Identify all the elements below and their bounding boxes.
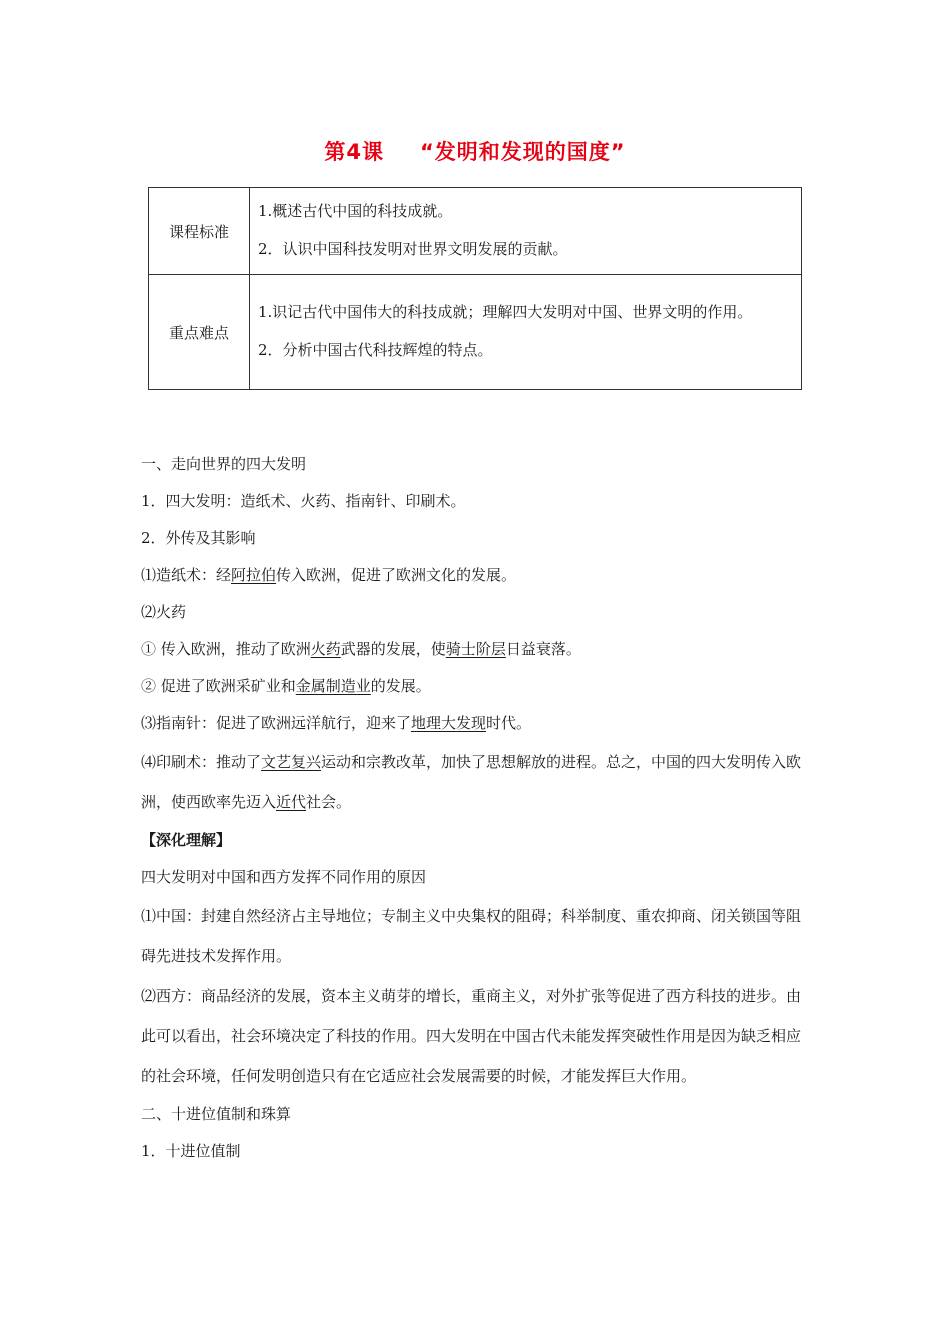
deepen-china: ⑴中国：封建自然经济占主导地位；专制主义中央集权的阻碍；科举制度、重农抑商、闭关锁国等阻碍先进技术发挥作用。 bbox=[141, 907, 802, 965]
text: 传入欧洲，促进了欧洲文化的发展。 bbox=[276, 566, 517, 584]
text: ② 促进了欧洲采矿业和 bbox=[141, 677, 296, 695]
paragraph-printing bbox=[141, 742, 813, 822]
paragraph-gunpowder-2 bbox=[141, 668, 813, 705]
text: ① 传入欧洲，推动了欧洲 bbox=[141, 640, 311, 658]
row-line: 2．认识中国科技发明对世界文明发展的贡献。 bbox=[258, 240, 568, 258]
deepen-title: 四大发明对中国和西方发挥不同作用的原因 bbox=[141, 868, 427, 886]
text: 日益衰落。 bbox=[505, 640, 581, 658]
paragraph-gunpowder-1 bbox=[141, 631, 813, 668]
text: 社会。 bbox=[306, 793, 352, 811]
paragraph: ⑵火药 bbox=[141, 603, 187, 621]
text: 武器的发展，使 bbox=[340, 640, 446, 658]
key-term: 地理大发现 bbox=[411, 714, 487, 732]
key-term: 火药 bbox=[310, 640, 341, 658]
lesson-number: 第4课 bbox=[324, 140, 384, 164]
deepen-label: 【深化理解】 bbox=[141, 831, 232, 849]
row-label: 课程标准 bbox=[149, 188, 250, 275]
key-term: 阿拉伯 bbox=[231, 566, 277, 584]
text: 时代。 bbox=[486, 714, 532, 732]
text: ⑶指南针：促进了欧洲远洋航行，迎来了 bbox=[141, 714, 412, 732]
lesson-title bbox=[0, 136, 950, 166]
table-row bbox=[149, 188, 802, 275]
row-content bbox=[250, 275, 802, 390]
lesson-content bbox=[141, 446, 813, 1170]
text: ⑷印刷术：推动了 bbox=[141, 753, 262, 771]
key-term: 骑士阶层 bbox=[445, 640, 506, 658]
section-heading: 一、走向世界的四大发明 bbox=[141, 455, 307, 473]
row-line: 1.概述古代中国的科技成就。 bbox=[258, 202, 453, 220]
paragraph: 1．四大发明：造纸术、火药、指南针、印刷术。 bbox=[141, 492, 466, 510]
section-heading: 二、十进位值制和珠算 bbox=[141, 1105, 292, 1123]
paragraph: 2．外传及其影响 bbox=[141, 529, 256, 547]
text: 运动和宗教改革，加快了思想解放的进程。总之，中国的四大发明传入欧洲，使西欧率先迈入 bbox=[141, 753, 802, 811]
text: ⑴造纸术：经 bbox=[141, 566, 232, 584]
deepen-west: ⑵西方：商品经济的发展，资本主义萌芽的增长，重商主义，对外扩张等促进了西方科技的进步。由此可以看出，社会环境决定了科技的作用。四大发明在中国古代未能发挥突破性作用是因为缺乏相应的社会环境，任何发明创造只有在它适应社会发展需要的时候，才能发挥巨大作用。 bbox=[141, 987, 802, 1085]
row-line: 1.识记古代中国伟大的科技成就；理解四大发明对中国、世界文明的作用。 bbox=[258, 303, 753, 321]
paragraph-compass bbox=[141, 705, 813, 742]
paragraph: 1．十进位值制 bbox=[141, 1142, 241, 1160]
key-term: 金属制造业 bbox=[295, 677, 371, 695]
standards-table bbox=[148, 187, 802, 390]
lesson-name: “发明和发现的国度” bbox=[420, 140, 626, 164]
key-term: 近代 bbox=[276, 793, 307, 811]
table-row bbox=[149, 275, 802, 390]
row-content bbox=[250, 188, 802, 275]
row-line: 2．分析中国古代科技辉煌的特点。 bbox=[258, 341, 493, 359]
paragraph-paper bbox=[141, 557, 813, 594]
text: 的发展。 bbox=[370, 677, 431, 695]
key-term: 文艺复兴 bbox=[261, 753, 322, 771]
row-label: 重点难点 bbox=[149, 275, 250, 390]
